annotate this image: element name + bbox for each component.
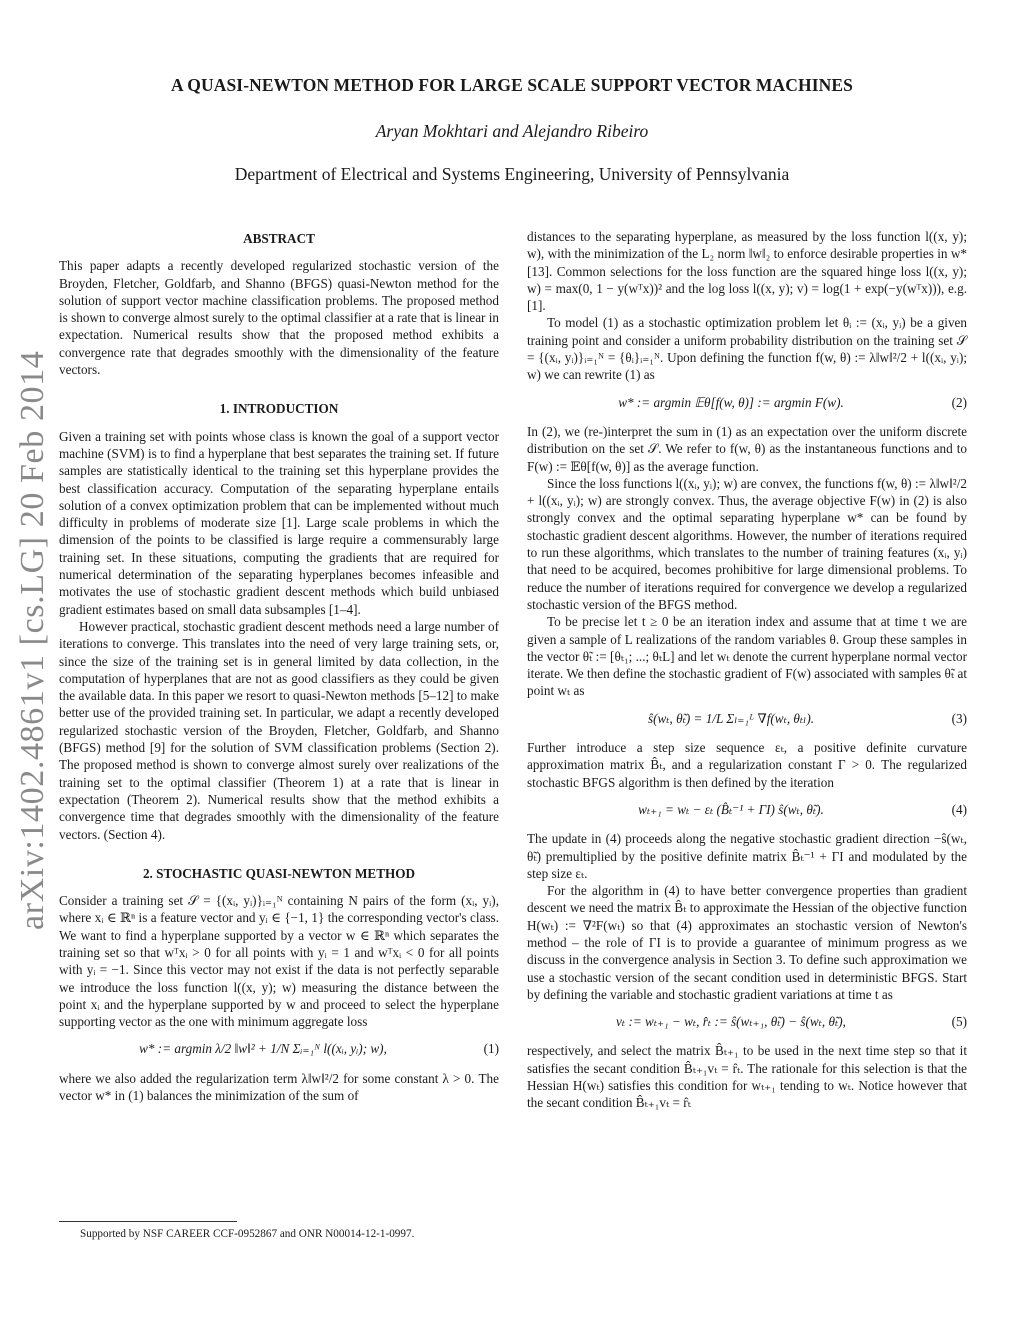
right-paragraph-5: To be precise let t ≥ 0 be an iteration index and assume that at time t we are given a sample of L realizations of the random variables θ. Group these samples in the vector θ̃ₜ := [θₜ₁; ...; θₜL] and let wₜ denote the current hyperplane normal vector iterate. We then define the stochastic gradient of F(w) associated with samples θ̃ₜ at point wₜ as <box>527 614 967 699</box>
section2-heading: 2. STOCHASTIC QUASI-NEWTON METHOD <box>142 865 416 881</box>
section2-paragraph-2: where we also added the regularization term λ‖w‖²/2 for some constant λ > 0. The vector w* in (1) balances the minimization of the sum of <box>59 1070 499 1104</box>
arxiv-side-stamp: arXiv:1402.4861v1 [cs.LG] 20 Feb 2014 <box>14 350 51 930</box>
equation-2-number: (2) <box>951 394 967 410</box>
equation-5-number: (5) <box>951 1014 967 1030</box>
equation-1 <box>59 1040 499 1057</box>
right-paragraph-6: Further introduce a step size sequence εₜ, a positive definite curvature approximation matrix B̂ₜ, and a regularization constant Γ > 0. The regularized stochastic BFGS algorithm is then defined by the iteration <box>527 740 967 790</box>
intro-heading: 1. INTRODUCTION <box>219 401 339 417</box>
equation-1-body: w* := argmin λ/2 ‖w‖² + 1/N Σᵢ₌₁ᴺ l((xᵢ, yᵢ); w), <box>139 1041 387 1057</box>
footnote: Supported by NSF CAREER CCF-0952867 and ONR N00014-12-1-0997. <box>80 1228 415 1240</box>
right-paragraph-7: The update in (4) proceeds along the negative stochastic gradient direction −ŝ(wₜ, θ̃ₜ) premultiplied by the positive definite matrix B̂ₜ⁻¹ + ΓI and modulated by the step size εₜ. <box>527 831 967 881</box>
equation-5 <box>527 1013 967 1030</box>
right-paragraph-8: For the algorithm in (4) to have better convergence properties than gradient descent we need the matrix B̂ₜ to approximate the Hessian of the objective function H(wₜ) := ∇²F(wₜ) so that (4) approximates an stochastic version of Newton's method – the role of ΓI is to provide a guarantee of minimum progress as we discuss in the convergence analysis in Section 3. To define such approximation we use a stochastic version of the secant condition used in deterministic BFGS. Start by defining the variable and stochastic gradient variations at time t as <box>527 883 967 1002</box>
right-paragraph-4: Since the loss functions l((xᵢ, yᵢ); w) are convex, the functions f(w, θ) := λ‖w‖²/2 + l((xᵢ, yᵢ); w) are strongly convex. Thus, the average objective F(w) in (2) is also strongly convex and the optimal separating hyperplane w* can be found by stochastic gradient descent algorithms. However, the number of iterations required to run these algorithms, which translates to the number of training features (xᵢ, yᵢ) that need to be acquired, becomes prohibitive for large dimensional problems. To reduce the number of iterations required for convergence we develop a regularized stochastic version of the BFGS method. <box>527 475 967 612</box>
equation-3-number: (3) <box>951 710 967 726</box>
intro-paragraph-2: However practical, stochastic gradient descent methods need a large number of iterations to converge. This translates into the need of very large training sets, or, since the size of the training set is in general limited by data collection, in the computation of hyperplanes that are not as good classifiers as they could be given the available data. In this paper we resort to quasi-Newton methods [5–12] to make better use of the provided training set. In particular, we adapt a recently developed regularized stochastic version of the Broyden, Fletcher, Goldfarb, and Shanno (BFGS) method [9] for the solution of SVM classification problems (Section 2). The proposed method is shown to converge almost surely over realizations of the training set to the optimal classifier (Theorem 1) at a rate that is linear in expectation (Theorem 2). Numerical results show that the method exhibits a convergence time that degrades smoothly with the dimensionality of the feature vectors. (Section 4). <box>59 618 499 842</box>
paper-title: A QUASI-NEWTON METHOD FOR LARGE SCALE SUPPORT VECTOR MACHINES <box>171 75 853 95</box>
equation-2-body: w* := argmin 𝔼θ[f(w, θ)] := argmin F(w). <box>618 394 844 410</box>
section2-paragraph-1: Consider a training set 𝒮 = {(xᵢ, yᵢ)}ᵢ₌₁ᴺ containing N pairs of the form (xᵢ, yᵢ), where xᵢ ∈ ℝⁿ is a feature vector and yᵢ ∈ {−1, 1} the corresponding vector's class. We want to find a hyperplane supported by a vector w ∈ ℝⁿ which separates the training set so that wᵀxᵢ > 0 for all points with yᵢ = 1 and wᵀxᵢ < 0 for all points with yᵢ = −1. Since this vector may not exist if the data is not perfectly separable we introduce the loss function l((x, y); w) measuring the distance between the point xᵢ and the hyperplane supported by w and proceed to select the hyperplane supporting vector as the one with minimum aggregate loss <box>59 893 499 1030</box>
equation-2 <box>527 394 967 411</box>
equation-4 <box>527 801 967 818</box>
abstract-text: This paper adapts a recently developed regularized stochastic version of the Broyden, Fletcher, Goldfarb, and Shanno (BFGS) quasi-Newton method for the solution of support vector machine classification problems. The proposed method is shown to converge almost surely to the optimal classifier at a rate that is linear in expectation. Numerical results show that the proposed method exhibits a convergence rate that degrades smoothly with the dimensionality of the feature vectors. <box>59 258 499 378</box>
equation-5-body: vₜ := wₜ₊₁ − wₜ, r̂ₜ := ŝ(wₜ₊₁, θ̃ₜ) − ŝ(wₜ, θ̃ₜ), <box>616 1014 846 1030</box>
paper-authors: Aryan Mokhtari and Alejandro Ribeiro <box>375 121 649 141</box>
right-paragraph-3: In (2), we (re-)interpret the sum in (1) as an expectation over the uniform discrete distribution on the set 𝒮. We refer to f(w, θ) as the instantaneous functions and to F(w) := 𝔼θ[f(w, θ)] as the average function. <box>527 423 967 474</box>
right-paragraph-9: respectively, and select the matrix B̂ₜ₊₁ to be used in the next time step so that it satisfies the secant condition B̂ₜ₊₁vₜ = r̂ₜ. The rationale for this selection is that the Hessian H(wₜ) satisfies this condition for wₜ₊₁ tending to wₜ. Notice however that the secant condition B̂ₜ₊₁vₜ = r̂ₜ <box>527 1043 967 1111</box>
equation-3-body: ŝ(wₜ, θ̃ₜ) = 1/L Σₗ₌₁ᴸ ∇f(wₜ, θₜₗ). <box>647 710 815 726</box>
footnote-rule <box>59 1221 237 1222</box>
right-column <box>527 228 967 1112</box>
right-paragraph-2: To model (1) as a stochastic optimization problem let θᵢ := (xᵢ, yᵢ) be a given training point and consider a uniform probability distribution on the training set 𝒮 = {(xᵢ, yᵢ)}ᵢ₌₁ᴺ = {θᵢ}ᵢ₌₁ᴺ. Upon defining the function f(w, θ) := λ‖w‖²/2 + l((xᵢ, yᵢ); w) we can rewrite (1) as <box>527 315 967 383</box>
equation-4-body: wₜ₊₁ = wₜ − εₜ (B̂ₜ⁻¹ + ΓI) ŝ(wₜ, θ̃ₜ). <box>638 801 824 817</box>
abstract-heading: ABSTRACT <box>243 231 315 246</box>
right-paragraph-1: distances to the separating hyperplane, as measured by the loss function l((x, y); w), with the minimization of the L₂ norm ‖w‖₂ to enforce desirable properties in w* [13]. Common selections for the loss function are the squared hinge loss l((x, y); w) = max(0, 1 − y(wᵀx))² and the log loss l((x, y); v) = log(1 + exp(−y(wᵀx))), e.g. [1]. <box>527 229 967 314</box>
intro-paragraph-1: Given a training set with points whose class is known the goal of a support vector machine (SVM) is to find a hyperplane that best separates the training set. If future samples are statistically identical to the training set this hyperplane provides the best classification accuracy. Computation of the separating hyperplane entails solution of a convex optimization problem that can be implemented without much difficulty in problems of moderate size [1]. Large scale problems in which the dimension of the points to be classified is large require a commensurably large training set. In these situations, computing the gradients that are required for numerical determination of the separating hyperplanes becomes infeasible and motivates the use of stochastic gradient descent methods which build unbiased gradient estimates based on small data subsamples [1–4]. <box>59 428 499 617</box>
paper-affiliation: Department of Electrical and Systems Engineering, University of Pennsylvania <box>234 164 790 184</box>
equation-1-number: (1) <box>483 1041 499 1057</box>
equation-3 <box>527 710 967 727</box>
equation-4-number: (4) <box>951 801 967 817</box>
left-column <box>59 228 499 1104</box>
